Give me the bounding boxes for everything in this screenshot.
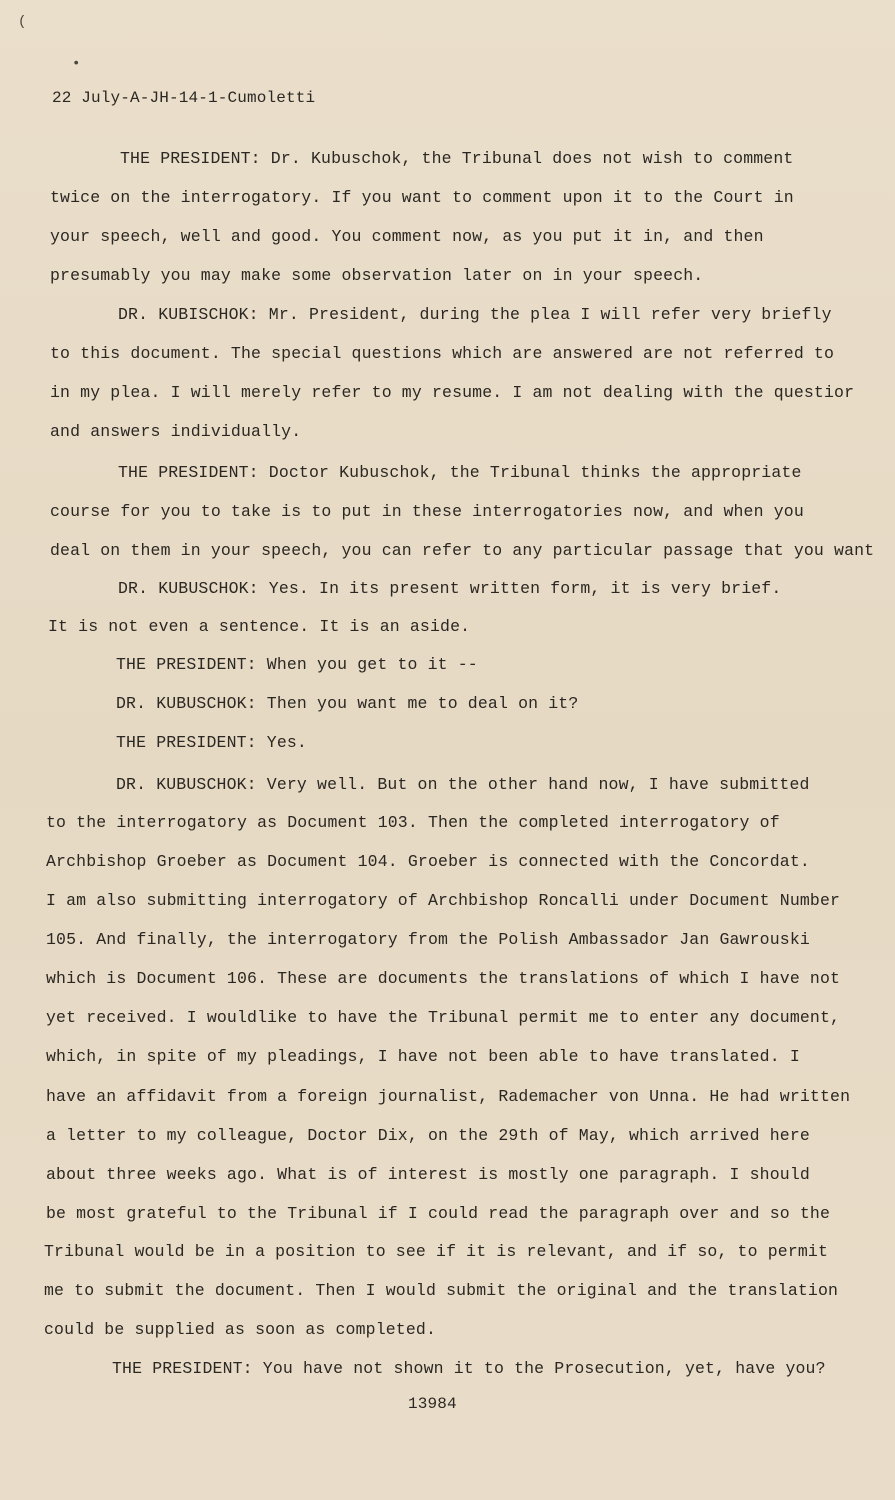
transcript-line: to this document. The special questions which are answered are not referred to bbox=[50, 344, 835, 363]
transcript-line: deal on them in your speech, you can refer to any particular passage that you want bbox=[50, 541, 875, 560]
transcript-line: twice on the interrogatory. If you want to comment upon it to the Court in bbox=[50, 188, 794, 207]
transcript-line: It is not even a sentence. It is an aside. bbox=[48, 617, 471, 636]
transcript-line: DR. KUBUSCHOK: Then you want me to deal on it? bbox=[116, 694, 579, 713]
transcript-line: Archbishop Groeber as Document 104. Groeber is connected with the Concordat. bbox=[46, 852, 810, 871]
transcript-line: Tribunal would be in a position to see if it is relevant, and if so, to permit bbox=[44, 1242, 829, 1261]
transcript-line: could be supplied as soon as completed. bbox=[44, 1320, 437, 1339]
transcript-line: me to submit the document. Then I would submit the original and the translation bbox=[44, 1281, 839, 1300]
transcript-line: which is Document 106. These are documents the translations of which I have not bbox=[46, 969, 841, 988]
transcript-line: course for you to take is to put in these interrogatories now, and when you bbox=[50, 502, 804, 521]
transcript-line: about three weeks ago. What is of interest is mostly one paragraph. I should bbox=[46, 1165, 810, 1184]
transcript-line: your speech, well and good. You comment now, as you put it in, and then bbox=[50, 227, 764, 246]
transcript-line: THE PRESIDENT: Yes. bbox=[116, 733, 307, 752]
transcript-line: in my plea. I will merely refer to my resume. I am not dealing with the questior bbox=[50, 383, 855, 402]
transcript-line: THE PRESIDENT: Doctor Kubuschok, the Tribunal thinks the appropriate bbox=[118, 463, 802, 482]
transcript-line: THE PRESIDENT: You have not shown it to the Prosecution, yet, have you? bbox=[112, 1359, 826, 1378]
margin-mark: ( bbox=[18, 14, 27, 30]
transcript-line: be most grateful to the Tribunal if I could read the paragraph over and so the bbox=[46, 1204, 831, 1223]
margin-mark: • bbox=[72, 56, 81, 72]
transcript-line: DR. KUBUSCHOK: Very well. But on the other hand now, I have submitted bbox=[116, 775, 810, 794]
transcript-line: have an affidavit from a foreign journalist, Rademacher von Unna. He had written bbox=[46, 1087, 851, 1106]
transcript-line: THE PRESIDENT: When you get to it -- bbox=[116, 655, 478, 674]
page-number: 13984 bbox=[408, 1395, 457, 1413]
transcript-line: a letter to my colleague, Doctor Dix, on the 29th of May, which arrived here bbox=[46, 1126, 810, 1145]
transcript-line: 105. And finally, the interrogatory from the Polish Ambassador Jan Gawrouski bbox=[46, 930, 810, 949]
transcript-line: and answers individually. bbox=[50, 422, 302, 441]
transcript-line: to the interrogatory as Document 103. Then the completed interrogatory of bbox=[46, 813, 780, 832]
transcript-line: THE PRESIDENT: Dr. Kubuschok, the Tribunal does not wish to comment bbox=[120, 149, 794, 168]
transcript-line: DR. KUBISCHOK: Mr. President, during the plea I will refer very briefly bbox=[118, 305, 832, 324]
document-header: 22 July-A-JH-14-1-Cumoletti bbox=[52, 89, 316, 107]
transcript-line: I am also submitting interrogatory of Archbishop Roncalli under Document Number bbox=[46, 891, 841, 910]
transcript-line: yet received. I wouldlike to have the Tribunal permit me to enter any document, bbox=[46, 1008, 841, 1027]
transcript-line: DR. KUBUSCHOK: Yes. In its present written form, it is very brief. bbox=[118, 579, 782, 598]
transcript-line: presumably you may make some observation later on in your speech. bbox=[50, 266, 704, 285]
transcript-line: which, in spite of my pleadings, I have not been able to have translated. I bbox=[46, 1047, 800, 1066]
